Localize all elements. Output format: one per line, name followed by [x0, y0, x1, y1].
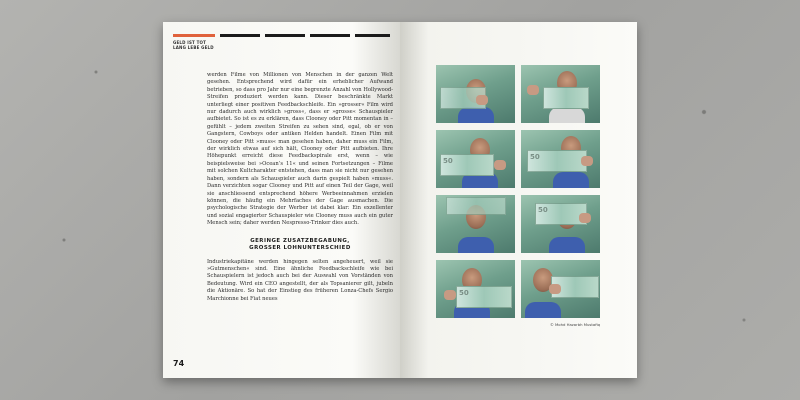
- hand: [444, 290, 456, 300]
- banknote-label: 50: [459, 289, 469, 297]
- photo-5: [436, 195, 515, 253]
- person-shirt: [553, 172, 589, 188]
- body-text: [207, 72, 393, 303]
- running-head: [173, 34, 390, 50]
- running-head-line-2: LANG LEBE GELD: [173, 45, 214, 50]
- photo-credit: © Mohd Hazarbh Mustafiq: [550, 322, 600, 327]
- paragraph-2: Industriekapitäne werden hingegen selten angeheuert, weil sie »Gutmenschen« sind. Eine ähnliche Feedbackschleife wie bei Schauspielern ist jedoch auch bei der Auswahl von Vorständen von Bedeutung. Wird ein CEO angestellt, der als Topsanierer gilt, jubeln die Aktionäre. So hat der Einstieg des früheren Lonza-Chefs Sergio Marchionne bei Fiat neues: [207, 258, 393, 302]
- hand: [579, 213, 591, 223]
- photo-6: [521, 195, 600, 253]
- hand: [476, 95, 488, 105]
- photo-3: [436, 130, 515, 188]
- hand: [581, 156, 593, 166]
- person-shirt: [549, 237, 585, 253]
- banknote-label: 50: [538, 206, 548, 214]
- photo-4: [521, 130, 600, 188]
- photo-7: [436, 260, 515, 318]
- paragraph-1: werden Filme von Millionen von Menschen in der ganzen Welt gesehen. Entsprechend wird dafür ein erheblicher Aufwand betrieben, so dass pro Jahr nur eine begrenzte Anzahl von Hollywood-Streifen produziert werden kann. Dieser beschränkte Markt unterliegt einer positiven Feedbackschleife. Ein »grosser« Film wird nur dadurch auch wirklich »gross«, dass er »grosse« Schauspieler aufbietet. So ist es zu erklären, dass Clooney oder Pitt momentan in – gefühlt – jedem zweiten Streifen zu sehen sind, egal, ob er von Gangstern, Cowboys oder antiken Helden handelt. Einen Film mit Clooney oder Pitt »muss« man gesehen haben, daher muss ein Film, der wirklich etwas auf sich hält, Clooney oder Pitt aufbieten. Ihre Höhepunkt erreicht diese Feedbackspirale erst, wenn – wie beispielsweise bei »Ocean’s 11« und seinen Fortsetzungen – Filme mit solchen Kultcharakter entstehen, dass man sie nicht nur gesehen haben, sondern als Schauspieler auch darin gespielt haben »muss«. Dann verzichten sogar Clooney und Pitt auf einen Teil der Gage, weil sie anschliessend entsprechend höhere Werbeeinnahmen erzielen können, die häufig ein Mehrfaches der Gage ausmachen. Die psychologische Strategie der Werber ist dabei klar: Ein exzellenter und sozial engagierter Schauspieler wie Clooney muss auch ein guter Mensch sein; daher werden Nespresso-Trinker dies auch.: [207, 72, 393, 227]
- banknote: [456, 286, 512, 308]
- hand: [549, 284, 561, 294]
- rule-segment: [265, 34, 305, 37]
- photo-1: [436, 65, 515, 123]
- subheading-line-1: GERINGE ZUSATZBEGABUNG,: [250, 237, 350, 244]
- rule-segment: [310, 34, 350, 37]
- running-head-rules: [173, 34, 390, 37]
- photo-8: [521, 260, 600, 318]
- banknote: [543, 87, 589, 109]
- person-shirt: [525, 302, 561, 318]
- person-shirt: [458, 237, 494, 253]
- rule-segment: [220, 34, 260, 37]
- rule-segment: [355, 34, 390, 37]
- accent-rule: [173, 34, 215, 37]
- section-subheading: [207, 238, 393, 252]
- banknote: [440, 154, 494, 176]
- banknote-label: 50: [530, 153, 540, 161]
- person-shirt: [458, 107, 494, 123]
- running-head-text: [173, 40, 214, 50]
- person-shirt: [549, 107, 585, 123]
- running-head-line-1: GELD IST TOT: [173, 40, 207, 45]
- left-page: [163, 22, 400, 378]
- subheading-line-2: GROSSER LOHNUNTERSCHIED: [249, 244, 351, 251]
- hand: [527, 85, 539, 95]
- banknote-label: 50: [443, 157, 453, 165]
- page-number: 74: [173, 359, 185, 368]
- hand: [494, 160, 506, 170]
- right-page: [400, 22, 637, 378]
- banknote: [446, 197, 506, 215]
- banknote: [527, 150, 587, 172]
- photo-2: [521, 65, 600, 123]
- open-book: [163, 22, 637, 378]
